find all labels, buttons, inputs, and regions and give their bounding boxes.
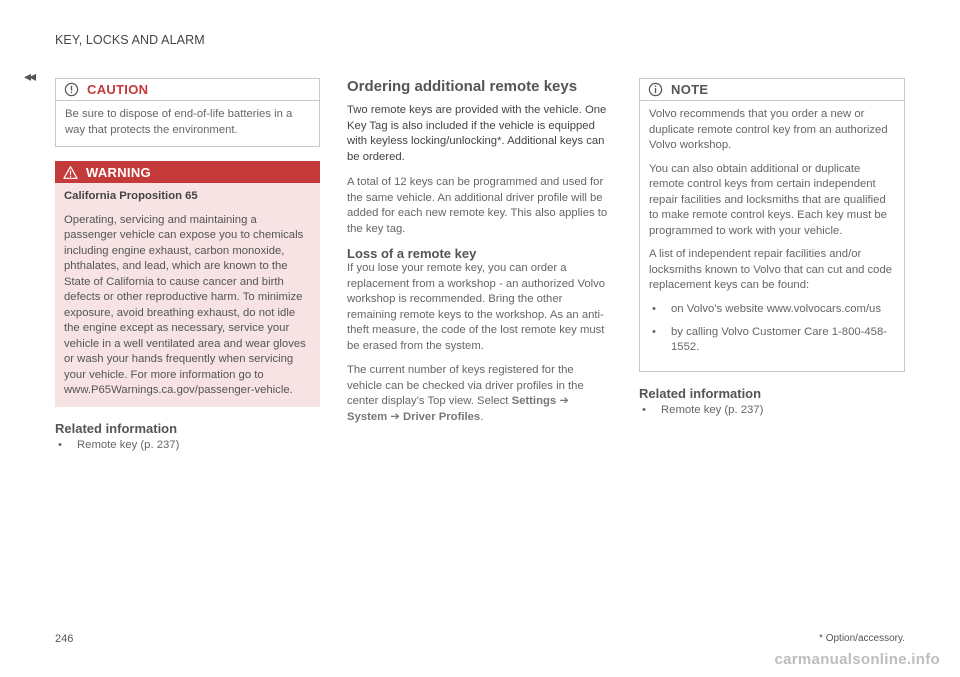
menu-settings: Settings <box>511 395 557 407</box>
arrow-right-icon: ➔ <box>559 395 569 407</box>
exclamation-circle-icon <box>64 82 79 97</box>
watermark: carmanualsonline.info <box>774 651 940 668</box>
menu-system: System <box>347 410 388 423</box>
warning-text: Operating, servicing and maintaining a passenger vehicle can expose you to chemicals including engine exhaust, carbon monoxide, phthalates, and lead, which are known to the State of California to cause cancer and birth defects or other reproductive harm. To minimize exposure, avoid breathing exhaust, do not idle the engine except as necessary, service your vehicle in a well ventilated area and wear gloves or wash your hands frequently when servicing your vehicle. For more information go to www.P65Warnings.ca.gov/passenger-vehicle. <box>64 213 306 396</box>
caution-label: CAUTION <box>87 82 149 97</box>
note-box <box>639 78 905 372</box>
related-info-list <box>55 438 320 453</box>
note-label: NOTE <box>671 82 709 97</box>
related-info-title: Related information <box>55 420 178 436</box>
right-column <box>639 78 905 426</box>
section-header: KEY, LOCKS AND ALARM <box>55 33 205 47</box>
continued-marker: ◂◂ <box>24 68 35 84</box>
note-para1: Volvo recommends that you order a new or duplicate remote control key from an authorized Volvo workshop. <box>649 108 888 151</box>
warning-header <box>55 161 320 183</box>
note-list-item: • by calling Volvo Customer Care 1-800-458-1552. <box>649 325 895 355</box>
caution-text: Be sure to dispose of end-of-life batteries in a way that protects the environment. <box>65 108 293 136</box>
loss-text: If you lose your remote key, you can order a replacement from a workshop - an authorized Volvo workshop is recommended. Bring the other remaining remote keys to the workshop. As an anti-theft measure, the code of the lost remote key must be erased from the system. <box>347 262 606 352</box>
left-column <box>55 78 320 461</box>
related-info-title: Related information <box>639 385 762 401</box>
menu-path-text: The current number of keys registered for the vehicle can be checked via driver profiles in the center display's Top view. Select Settings ➔ System ➔ Driver Profiles. <box>347 364 584 423</box>
note-para2: You can also obtain additional or duplicate remote control keys from certain independent repair facilities and locksmiths that are qualified to make remote control keys. Each key must be programmed to work with your vehicle. <box>649 162 887 237</box>
middle-column <box>347 78 609 434</box>
section-title: Ordering additional remote keys <box>347 78 578 95</box>
intro-text: Two remote keys are provided with the vehicle. One Key Tag is also included if the vehicle is equipped with keyless locking/unlocking*. Additional keys can be ordered. <box>347 104 607 163</box>
related-link[interactable]: • Remote key (p. 237) <box>55 438 320 453</box>
footnote: * Option/accessory. <box>819 633 905 644</box>
caution-header <box>56 79 319 101</box>
key-count-text: A total of 12 keys can be programmed and used for the same vehicle. An additional driver profile will be added for each new remote key. This also applies to the key tag. <box>347 176 608 235</box>
menu-driver-profiles: Driver Profiles <box>402 410 481 423</box>
note-list-item: • on Volvo's website www.volvocars.com/us <box>649 302 895 317</box>
warning-triangle-icon <box>63 165 78 180</box>
page-number: 246 <box>55 633 74 645</box>
related-info-list <box>639 403 905 418</box>
warning-subtitle: California Proposition 65 <box>64 190 198 202</box>
note-header <box>640 79 904 101</box>
note-para3: A list of independent repair facilities and/or locksmiths known to Volvo that can cut and code replacement keys can be found: <box>649 248 893 291</box>
info-circle-icon <box>648 82 663 97</box>
note-list <box>649 302 895 355</box>
arrow-right-icon: ➔ <box>390 410 400 423</box>
warning-label: WARNING <box>86 164 151 180</box>
caution-box <box>55 78 320 147</box>
warning-box <box>55 161 320 407</box>
related-link[interactable]: • Remote key (p. 237) <box>639 403 905 418</box>
loss-subtitle: Loss of a remote key <box>347 246 477 261</box>
